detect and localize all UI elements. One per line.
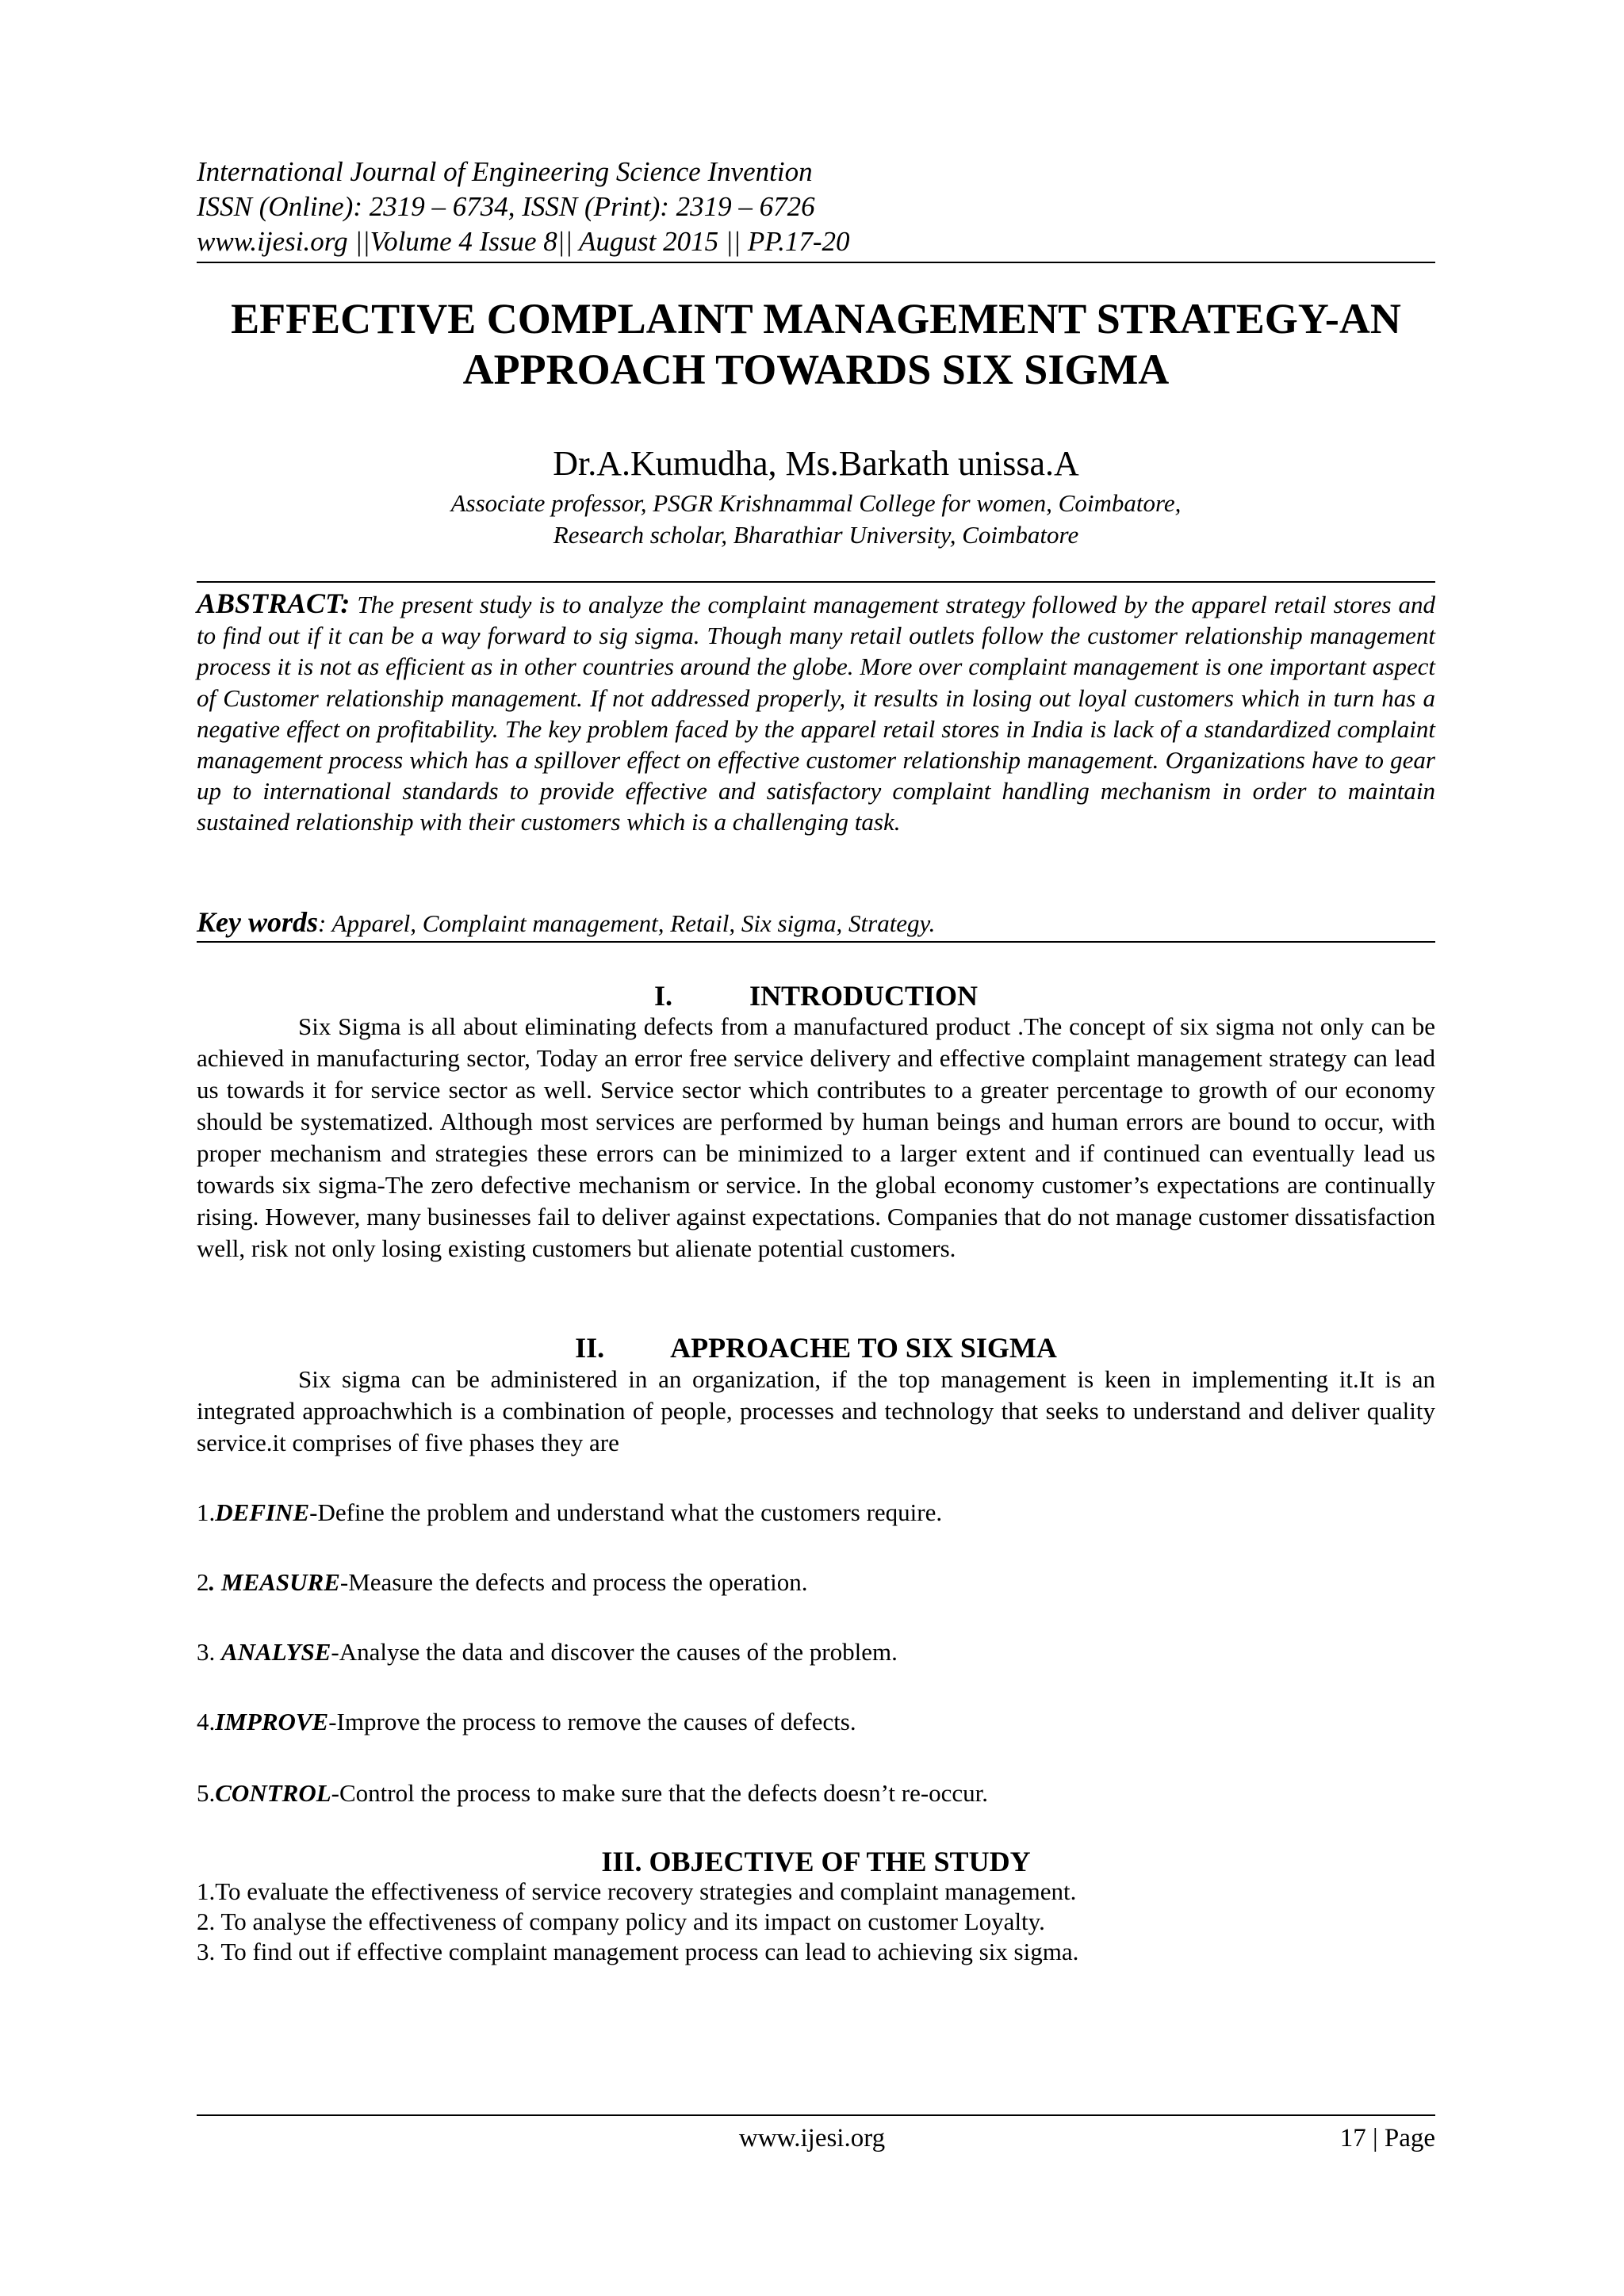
phase-control [197,1777,1435,1809]
objective-item: 1.To evaluate the effectiveness of service recovery strategies and complaint management. [197,1877,1077,1905]
header-divider [197,262,1435,263]
phase-keyword: . MEASURE [209,1568,340,1596]
phase-description: -Control the process to make sure that the defects doesn’t re-occur. [331,1779,989,1807]
phase-keyword: ANALYSE [221,1638,331,1666]
phase-description: -Measure the defects and process the operation. [339,1568,808,1596]
objective-item: 3. To find out if effective complaint management process can lead to achieving six sigma. [197,1938,1079,1965]
phase-keyword: IMPROVE [215,1708,329,1735]
keywords-text: : Apparel, Complaint management, Retail, Six sigma, Strategy. [318,909,936,937]
abstract-bottom-divider [197,941,1435,943]
journal-name: International Journal of Engineering Science Invention [197,156,813,187]
footer-website: www.ijesi.org [738,2124,886,2152]
introduction-paragraph: Six Sigma is all about eliminating defects from a manufactured product .The concept of six sigma not only can be achieved in manufacturing sector, Today an error free service delivery and effective complaint management strategy can lead us towards it for service sector as well. Service sector which contributes to a greater percentage to growth of our economy should be systematized. Although most services are performed by human beings and human errors are bound to occur, with proper mechanism and strategies these errors can be minimized to a larger extent and if continued can eventually lead us towards six sigma-The zero defective mechanism or service. In the global economy customer’s expectations are continually rising. However, many businesses fail to deliver against expectations. Companies that do not manage customer dissatisfaction well, risk not only losing existing customers but alienate potential customers. [197,1012,1435,1262]
keywords [197,906,1435,939]
abstract-text: The present study is to analyze the complaint management strategy followed by the apparel retail stores and to find out if it can be a way forward to sig sigma. Though many retail outlets follow the customer relationship management process it is not as efficient as in other countries around the globe. More over complaint management is one important aspect of Customer relationship management. If not addressed properly, it results in losing out loyal customers which in turn has a negative effect on profitability. The key problem faced by the apparel retail stores in India is lack of a standardized complaint management process which has a spillover effect on effective customer relationship management. Organizations have to gear up to international standards to provide effective and satisfactory complaint handling mechanism in order to maintain sustained relationship with their customers which is a challenging task. [197,591,1436,836]
abstract [197,588,1435,838]
phase-improve [197,1706,1435,1738]
keywords-label: Key words [197,906,318,938]
objectives-list [197,1877,1435,1967]
section-title: INTRODUCTION [749,980,979,1012]
section-heading-approach [197,1330,1435,1365]
paper-title [197,293,1435,395]
phase-description: -Define the problem and understand what the customers require. [309,1498,943,1526]
phase-number: 2 [197,1568,209,1596]
phase-keyword: DEFINE [215,1498,310,1526]
title-line-1: EFFECTIVE COMPLAINT MANAGEMENT STRATEGY-AN [231,295,1401,342]
footer-divider [197,2114,1435,2116]
section-number: I. [653,980,672,1012]
affiliations [197,488,1435,551]
phase-number: 5. [197,1779,216,1807]
phase-description: -Analyse the data and discover the causes of the problem. [331,1638,898,1666]
phase-analyse [197,1636,1435,1668]
phase-measure [197,1567,1435,1598]
phase-number: 4. [197,1708,216,1735]
footer-page-number: 17 | Page [1339,2124,1435,2152]
phase-number: 1. [197,1498,216,1526]
title-line-2: APPROACH TOWARDS SIX SIGMA [462,346,1170,393]
phase-define [197,1497,1435,1529]
affiliation-1: Associate professor, PSGR Krishnammal College for women, Coimbatore, [450,489,1182,517]
abstract-top-divider [197,581,1435,583]
phase-number: 3. [197,1638,221,1666]
section-title: APPROACHE TO SIX SIGMA [670,1332,1057,1364]
objective-item: 2. To analyse the effectiveness of company policy and its impact on customer Loyalty. [197,1908,1045,1935]
journal-volume: www.ijesi.org ||Volume 4 Issue 8|| August 2015 || PP.17-20 [197,226,850,257]
abstract-label: ABSTRACT: [197,587,350,619]
section-number: II. [575,1332,605,1364]
phase-keyword: CONTROL [215,1779,331,1807]
approach-paragraph: Six sigma can be administered in an organization, if the top management is keen in implementing it.It is an integrated approachwhich is a combination of people, processes and technology that seeks to understand and deliver quality service.it comprises of five phases they are [197,1365,1435,1456]
section-heading-objective: III. OBJECTIVE OF THE STUDY [601,1846,1031,1877]
journal-issn: ISSN (Online): 2319 – 6734, ISSN (Print): 2319 – 6726 [197,191,815,222]
phase-description: -Improve the process to remove the causes of defects. [328,1708,856,1735]
author-list: Dr.A.Kumudha, Ms.Barkath unissa.A [553,444,1079,483]
affiliation-2: Research scholar, Bharathiar University, Coimbatore [553,521,1079,549]
journal-header [197,155,1435,259]
section-heading-introduction [197,978,1435,1013]
